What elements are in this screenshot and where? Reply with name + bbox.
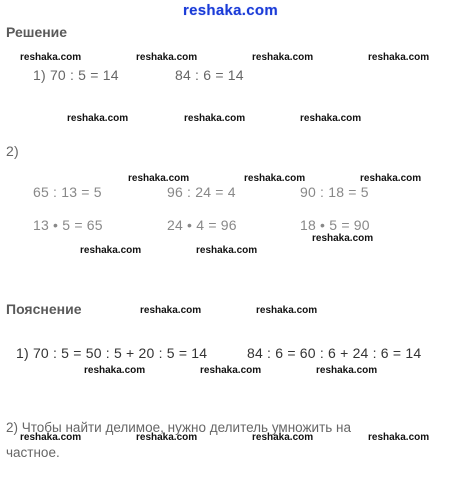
watermark: reshaka.com	[360, 173, 422, 184]
watermark: reshaka.com	[256, 305, 318, 316]
watermark: reshaka.com	[368, 52, 430, 63]
solution-equation: 1) 70 : 5 = 14	[33, 67, 119, 83]
explanation-text-line2: частное.	[6, 445, 60, 460]
watermark: reshaka.com	[244, 173, 306, 184]
explanation-heading: Пояснение	[6, 301, 82, 317]
watermark: reshaka.com	[368, 432, 430, 443]
division-equation: 96 : 24 = 4	[167, 184, 236, 200]
division-equation: 90 : 18 = 5	[300, 184, 369, 200]
watermark: reshaka.com	[200, 365, 262, 376]
site-logo[interactable]: reshaka.com	[183, 2, 279, 19]
watermark: reshaka.com	[128, 173, 190, 184]
watermark: reshaka.com	[80, 245, 142, 256]
watermark: reshaka.com	[184, 113, 246, 124]
watermark: reshaka.com	[20, 432, 82, 443]
watermark: reshaka.com	[84, 365, 146, 376]
watermark: reshaka.com	[252, 52, 314, 63]
check-equation: 18 • 5 = 90	[300, 217, 370, 233]
explanation-equation: 1) 70 : 5 = 50 : 5 + 20 : 5 = 14	[16, 345, 208, 361]
watermark: reshaka.com	[196, 245, 258, 256]
watermark: reshaka.com	[140, 305, 202, 316]
watermark: reshaka.com	[312, 233, 374, 244]
part-label: 2)	[6, 143, 19, 159]
solution-equation: 84 : 6 = 14	[175, 67, 244, 83]
watermark: reshaka.com	[136, 52, 198, 63]
check-equation: 13 • 5 = 65	[33, 217, 103, 233]
explanation-text-line1: 2) Чтобы найти делимое, нужно делитель умножить на	[6, 420, 352, 435]
watermark: reshaka.com	[20, 52, 82, 63]
watermark: reshaka.com	[316, 365, 378, 376]
explanation-equation: 84 : 6 = 60 : 6 + 24 : 6 = 14	[247, 345, 422, 361]
watermark: reshaka.com	[300, 113, 362, 124]
check-equation: 24 • 4 = 96	[167, 217, 237, 233]
division-equation: 65 : 13 = 5	[33, 184, 102, 200]
watermark: reshaka.com	[67, 113, 129, 124]
watermark: reshaka.com	[252, 432, 314, 443]
watermark: reshaka.com	[136, 432, 198, 443]
solution-heading: Решение	[6, 24, 68, 40]
